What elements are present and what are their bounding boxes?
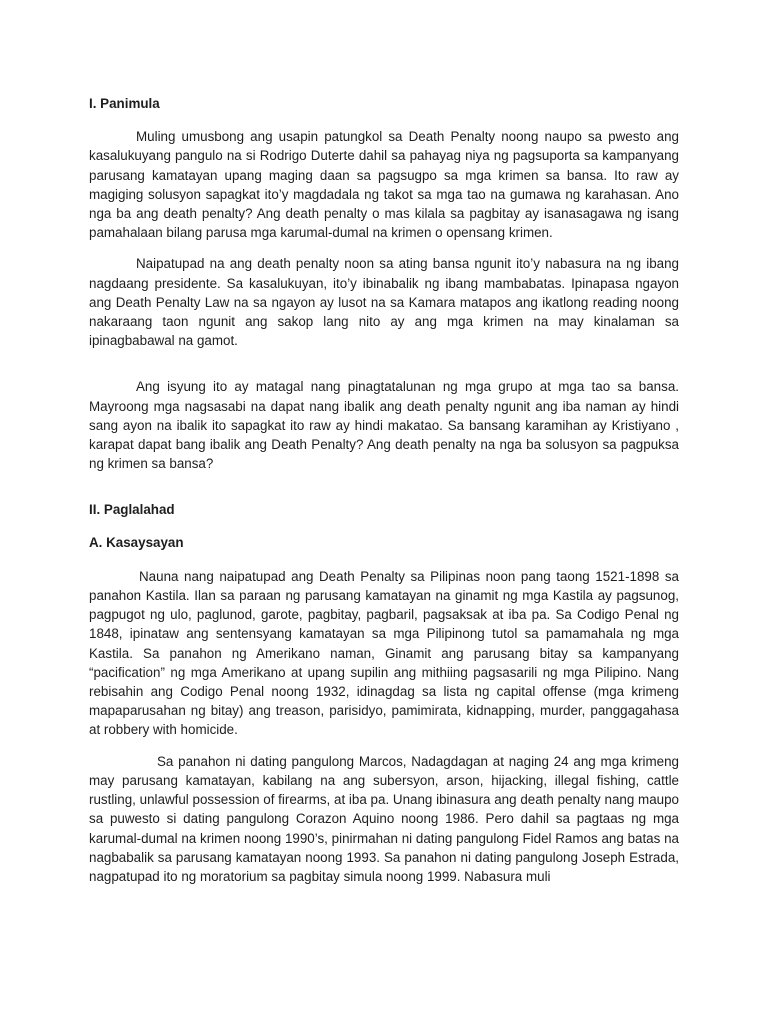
paragraph: Nauna nang naipatupad ang Death Penalty sa Pilipinas noon pang taong 1521-1898 sa panahon Kastila. Ilan sa paraan ng parusang kamatayan na ginamit ng mga Kastila ay pagsunog, pagpugot ng ulo, paglunod, garote, pagbitay, pagbaril, pagsaksak at iba pa. Sa Codigo Penal ng 1848, ipinataw ang sentensyang kamatayan sa mga Pilipinong tutol sa pamamahala ng mga Kastila. Sa panahon ng Amerikano naman, Ginamit ang parusang bitay sa kampanyang “pacification” ng mga Amerikano at upang supilin ang mithiing pagsasarili ng mga Pilipino. Nang rebisahin ang Codigo Penal noong 1932, idinagdag sa lista ng capital offense (mga krimeng mapaparusahan ng bitay) ang treason, parisidyo, pamimirata, kidnapping, murder, panggagahasa at robbery with homicide. bbox=[89, 568, 679, 738]
paragraph: Ang isyung ito ay matagal nang pinagtatalunan ng mga grupo at mga tao sa bansa. Mayroong mga nagsasabi na dapat nang ibalik ang death penalty ngunit ang iba naman ay hindi sang ayon na ibalik ito sapagkat ito raw ay hindi makatao. Sa bansang karamihan ay Kristiyano , karapat dapat bang ibalik ang Death Penalty? Ang death penalty na nga ba solusyon sa pagpuksa ng krimen sa bansa? bbox=[89, 379, 679, 472]
document-body bbox=[89, 94, 679, 886]
subsection-heading-kasaysayan: A. Kasaysayan bbox=[89, 534, 184, 550]
section-heading-panimula: I. Panimula bbox=[89, 96, 160, 111]
paragraph: Sa panahon ni dating pangulong Marcos, Nadagdagan at naging 24 ang mga krimeng may parusang kamatayan, kabilang na ang subersyon, arson, hijacking, illegal fishing, cattle rustling, unlawful possession of firearms, at iba pa. Unang ibinasura ang death penalty nang maupo sa puwesto si dating pangulong Corazon Aquino noong 1986. Pero dahil sa pagtaas ng mga karumal-dumal na krimen noong 1990’s, pinirmahan ni dating pangulong Fidel Ramos ang batas na nagbabalik sa parusang kamatayan noong 1993. Sa panahon ni dating pangulong Joseph Estrada, nagpatupad ito ng moratorium sa pagbitay simula noong 1999. Nabasura muli bbox=[89, 753, 679, 884]
paragraph: Muling umusbong ang usapin patungkol sa Death Penalty noong naupo sa pwesto ang kasalukuyang pangulo na si Rodrigo Duterte dahil sa pahayag niya ng pagsuporta sa kampanyang parusang kamatayan upang maging daan sa pagsugpo sa mga krimen sa bansa. Ito raw ay magiging solusyon sapagkat ito’y magdadala ng takot sa mga tao na gumawa ng karahasan. Ano nga ba ang death penalty? Ang death penalty o mas kilala sa pagbitay ay isanasagawa ng isang pamahalaan bilang parusa mga karumal-dumal na krimen o opensang krimen. bbox=[89, 129, 679, 241]
paragraph: Naipatupad na ang death penalty noon sa ating bansa ngunit ito’y nabasura na ng ibang nagdaang presidente. Sa kasalukuyan, ito’y ibinabalik ng ibang mambabatas. Ipinapasa ngayon ang Death Penalty Law na sa ngayon ay lusot na sa Kamara matapos ang ikatlong reading noong nakaraang taon ngunit ang sakop lang nito ay ang mga krimen na may kinalaman sa ipinagbabawal na gamot. bbox=[89, 256, 679, 349]
section-heading-paglalahad: II. Paglalahad bbox=[89, 502, 175, 518]
